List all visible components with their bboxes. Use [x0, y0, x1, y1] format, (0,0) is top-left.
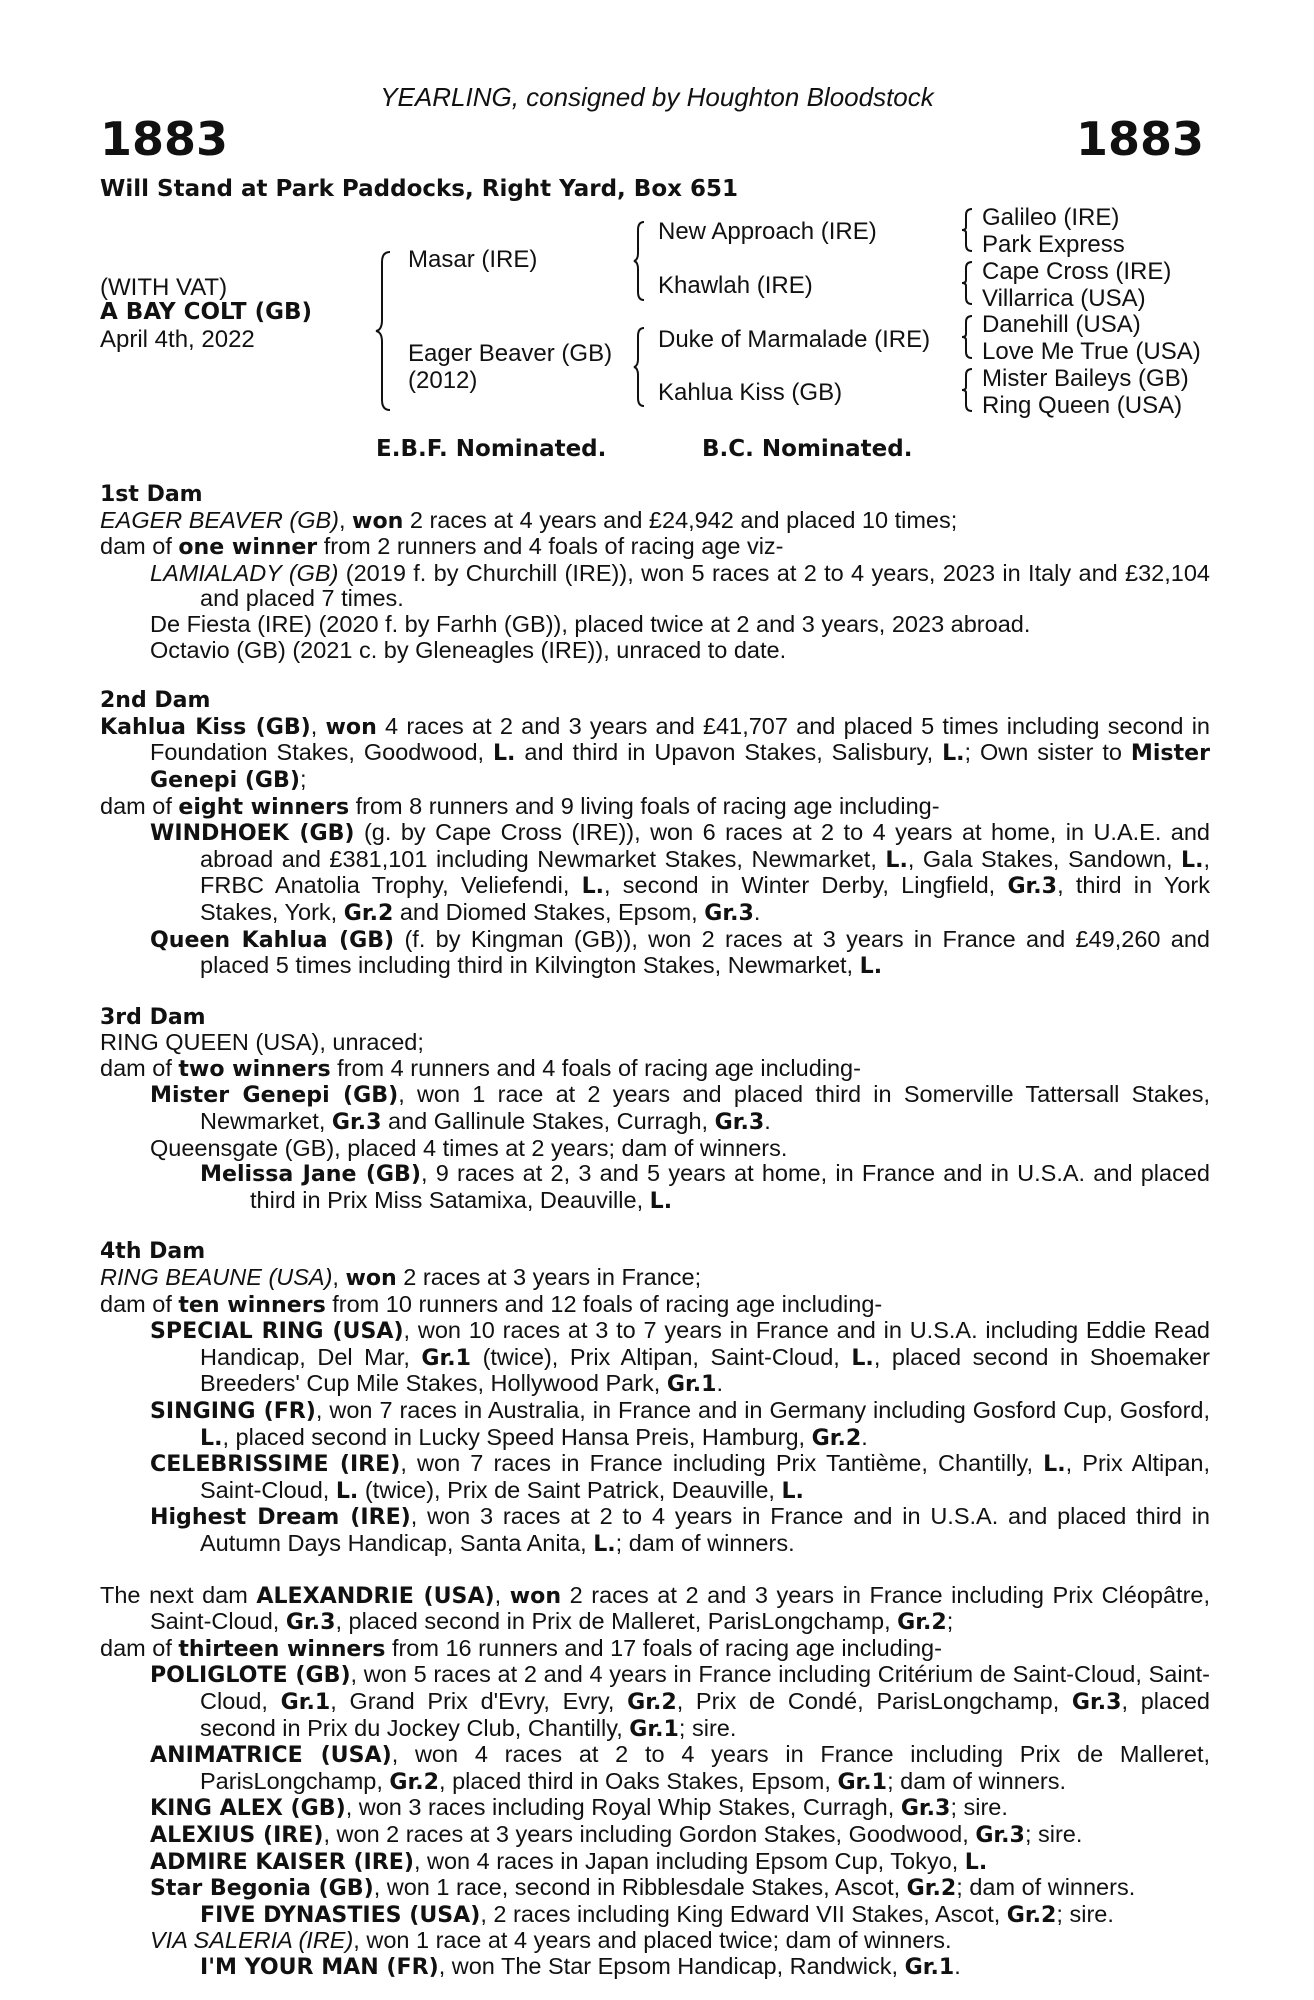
produce-entry: SPECIAL RING (USA), won 10 races at 3 to 7 years in France and in U.S.A. including Eddie Read Handicap, Del Mar, Gr.1 (twice), Prix Altipan, Saint-Cloud, L., placed second in Shoemaker Breeders' Cup Mile Stakes, Hollywood Park, Gr.1.: [150, 1317, 1210, 1398]
produce-entry: Melissa Jane (GB), 9 races at 2, 3 and 5 years at home, in France and in U.S.A. and placed third in Prix Miss Satamixa, Deauville, L.: [200, 1160, 1210, 1214]
dam-produce-summary: dam of two winners from 4 runners and 4 foals of racing age including-: [100, 1054, 861, 1082]
dam-entry: EAGER BEAVER (GB), won 2 races at 4 years and £24,942 and placed 10 times;: [100, 506, 958, 534]
pedigree-brace-main: [374, 250, 394, 412]
pedigree-dam-dam: Kahlua Kiss (GB): [658, 379, 843, 406]
produce-entry: ADMIRE KAISER (IRE), won 4 races in Japan including Epsom Cup, Tokyo, L.: [150, 1847, 988, 1875]
next-dam-entry: The next dam ALEXANDRIE (USA), won 2 races at 2 and 3 years in France including Prix Cléopâtre, Saint-Cloud, Gr.3, placed second in Prix de Malleret, ParisLongchamp, Gr.2;: [100, 1581, 1210, 1636]
horse-name: A BAY COLT (GB): [100, 299, 313, 325]
pedigree-g6: Love Me True (USA): [982, 338, 1201, 365]
produce-entry: De Fiesta (IRE) (2020 f. by Farhh (GB)), placed twice at 2 and 3 years, 2023 abroad.: [150, 610, 1031, 637]
dam-entry: RING QUEEN (USA), unraced;: [100, 1029, 424, 1056]
pedigree-g4: Villarrica (USA): [982, 285, 1146, 312]
produce-entry: WINDHOEK (GB) (g. by Cape Cross (IRE)), won 6 races at 2 to 4 years at home, in U.A.E. and abroad and £381,101 including Newmarket Stakes, Newmarket, L., Gala Stakes, Sandown, L., FRBC Anatolia Trophy, Veliefendi, L., second in Winter Derby, Lingfield, Gr.3, third in York Stakes, York, Gr.2 and Diomed Stakes, Epsom, Gr.3.: [150, 819, 1211, 926]
pedigree-sire: Masar (IRE): [408, 246, 538, 273]
produce-entry: CELEBRISSIME (IRE), won 7 races in France including Prix Tantième, Chantilly, L., Prix Altipan, Saint-Cloud, L. (twice), Prix de Saint Patrick, Deauville, L.: [150, 1450, 1210, 1504]
lot-number-left: 1883: [100, 112, 229, 166]
pedigree-brace-g4: [960, 367, 974, 413]
pedigree-g8: Ring Queen (USA): [982, 392, 1183, 419]
produce-entry: ANIMATRICE (USA), won 4 races at 2 to 4 years in France including Prix de Malleret, ParisLongchamp, Gr.2, placed third in Oaks Stakes, Epsom, Gr.1; dam of winners.: [150, 1741, 1210, 1795]
dam-entry: RING BEAUNE (USA), won 2 races at 3 years in France;: [100, 1264, 702, 1292]
produce-entry: Star Begonia (GB), won 1 race, second in Ribblesdale Stakes, Ascot, Gr.2; dam of winners.: [150, 1874, 1136, 1902]
stand-location: Will Stand at Park Paddocks, Right Yard, Box 651: [100, 176, 738, 202]
produce-entry: ALEXIUS (IRE), won 2 races at 3 years including Gordon Stakes, Goodwood, Gr.3; sire.: [150, 1820, 1083, 1848]
pedigree-sire-sire: New Approach (IRE): [658, 218, 877, 245]
section-heading-4th-dam: 4th Dam: [100, 1239, 206, 1265]
pedigree-brace-g1: [960, 207, 974, 253]
produce-entry: LAMIALADY (GB) (2019 f. by Churchill (IRE)), won 5 races at 2 to 4 years, 2023 in Italy and £32,104 and placed 7 times.: [150, 559, 1210, 612]
pedigree-brace-g3: [960, 314, 974, 360]
dam-produce-summary: dam of ten winners from 10 runners and 12 foals of racing age including-: [100, 1290, 883, 1318]
produce-entry: VIA SALERIA (IRE), won 1 race at 4 years and placed twice; dam of winners.: [150, 1927, 952, 1954]
dam-produce-summary: dam of eight winners from 8 runners and 9 living foals of racing age including-: [100, 792, 940, 820]
produce-entry: Mister Genepi (GB), won 1 race at 2 years and placed third in Somerville Tattersall Stakes, Newmarket, Gr.3 and Gallinule Stakes, Curragh, Gr.3.: [150, 1081, 1210, 1136]
section-heading-2nd-dam: 2nd Dam: [100, 688, 211, 714]
foaling-date: April 4th, 2022: [100, 326, 255, 353]
dam-entry: Kahlua Kiss (GB), won 4 races at 2 and 3 years and £41,707 and placed 5 times including second in Foundation Stakes, Goodwood, L. and third in Upavon Stakes, Salisbury, L.; Own sister to Mister Genepi (GB);: [100, 712, 1211, 793]
produce-entry: Queen Kahlua (GB) (f. by Kingman (GB)), won 2 races at 3 years in France and £49,260 and placed 5 times including third in Kilvington Stakes, Newmarket, L.: [150, 925, 1210, 980]
dam-produce-summary: dam of thirteen winners from 16 runners and 17 foals of racing age including-: [100, 1634, 942, 1662]
vat-note: (WITH VAT): [100, 274, 228, 301]
pedigree-brace-dam: [632, 326, 646, 408]
pedigree-dam-year: (2012): [408, 367, 478, 394]
produce-entry: KING ALEX (GB), won 3 races including Royal Whip Stakes, Curragh, Gr.3; sire.: [150, 1794, 1008, 1822]
pedigree-dam-sire: Duke of Marmalade (IRE): [658, 326, 931, 353]
pedigree-dam: Eager Beaver (GB): [408, 340, 613, 367]
catalogue-subtitle: YEARLING, consigned by Houghton Bloodstock: [380, 82, 934, 112]
section-heading-1st-dam: 1st Dam: [100, 482, 203, 507]
lot-number-right: 1883: [1075, 112, 1204, 166]
pedigree-g1: Galileo (IRE): [982, 204, 1120, 231]
produce-entry: FIVE DYNASTIES (USA), 2 races including King Edward VII Stakes, Ascot, Gr.2; sire.: [200, 1900, 1114, 1928]
produce-entry: Octavio (GB) (2021 c. by Gleneagles (IRE)), unraced to date.: [150, 636, 787, 663]
produce-entry: Queensgate (GB), placed 4 times at 2 years; dam of winners.: [150, 1134, 788, 1161]
produce-entry: I'M YOUR MAN (FR), won The Star Epsom Handicap, Randwick, Gr.1.: [200, 1952, 961, 1980]
pedigree-g3: Cape Cross (IRE): [982, 258, 1172, 285]
produce-record: [100, 482, 1210, 1980]
bc-nomination: B.C. Nominated.: [702, 436, 913, 462]
produce-entry: SINGING (FR), won 7 races in Australia, in France and in Germany including Gosford Cup, Gosford, L., placed second in Lucky Speed Hansa Preis, Hamburg, Gr.2.: [150, 1397, 1210, 1451]
ebf-nomination: E.B.F. Nominated.: [376, 436, 607, 462]
pedigree-brace-g2: [960, 260, 974, 306]
pedigree-brace-sire: [632, 220, 646, 302]
produce-entry: POLIGLOTE (GB), won 5 races at 2 and 4 years in France including Critérium de Saint-Cloud, Saint-Cloud, Gr.1, Grand Prix d'Evry, Evry, Gr.2, Prix de Condé, ParisLongchamp, Gr.3, placed second in Prix du Jockey Club, Chantilly, Gr.1; sire.: [150, 1661, 1210, 1742]
pedigree-g5: Danehill (USA): [982, 311, 1141, 338]
dam-produce-summary: dam of one winner from 2 runners and 4 foals of racing age viz-: [100, 533, 784, 561]
pedigree-g2: Park Express: [982, 231, 1125, 258]
section-heading-3rd-dam: 3rd Dam: [100, 1004, 206, 1030]
pedigree-sire-dam: Khawlah (IRE): [658, 272, 813, 299]
pedigree-g7: Mister Baileys (GB): [982, 365, 1189, 392]
produce-entry: Highest Dream (IRE), won 3 races at 2 to 4 years in France and in U.S.A. and placed third in Autumn Days Handicap, Santa Anita, L.; dam of winners.: [150, 1503, 1210, 1557]
